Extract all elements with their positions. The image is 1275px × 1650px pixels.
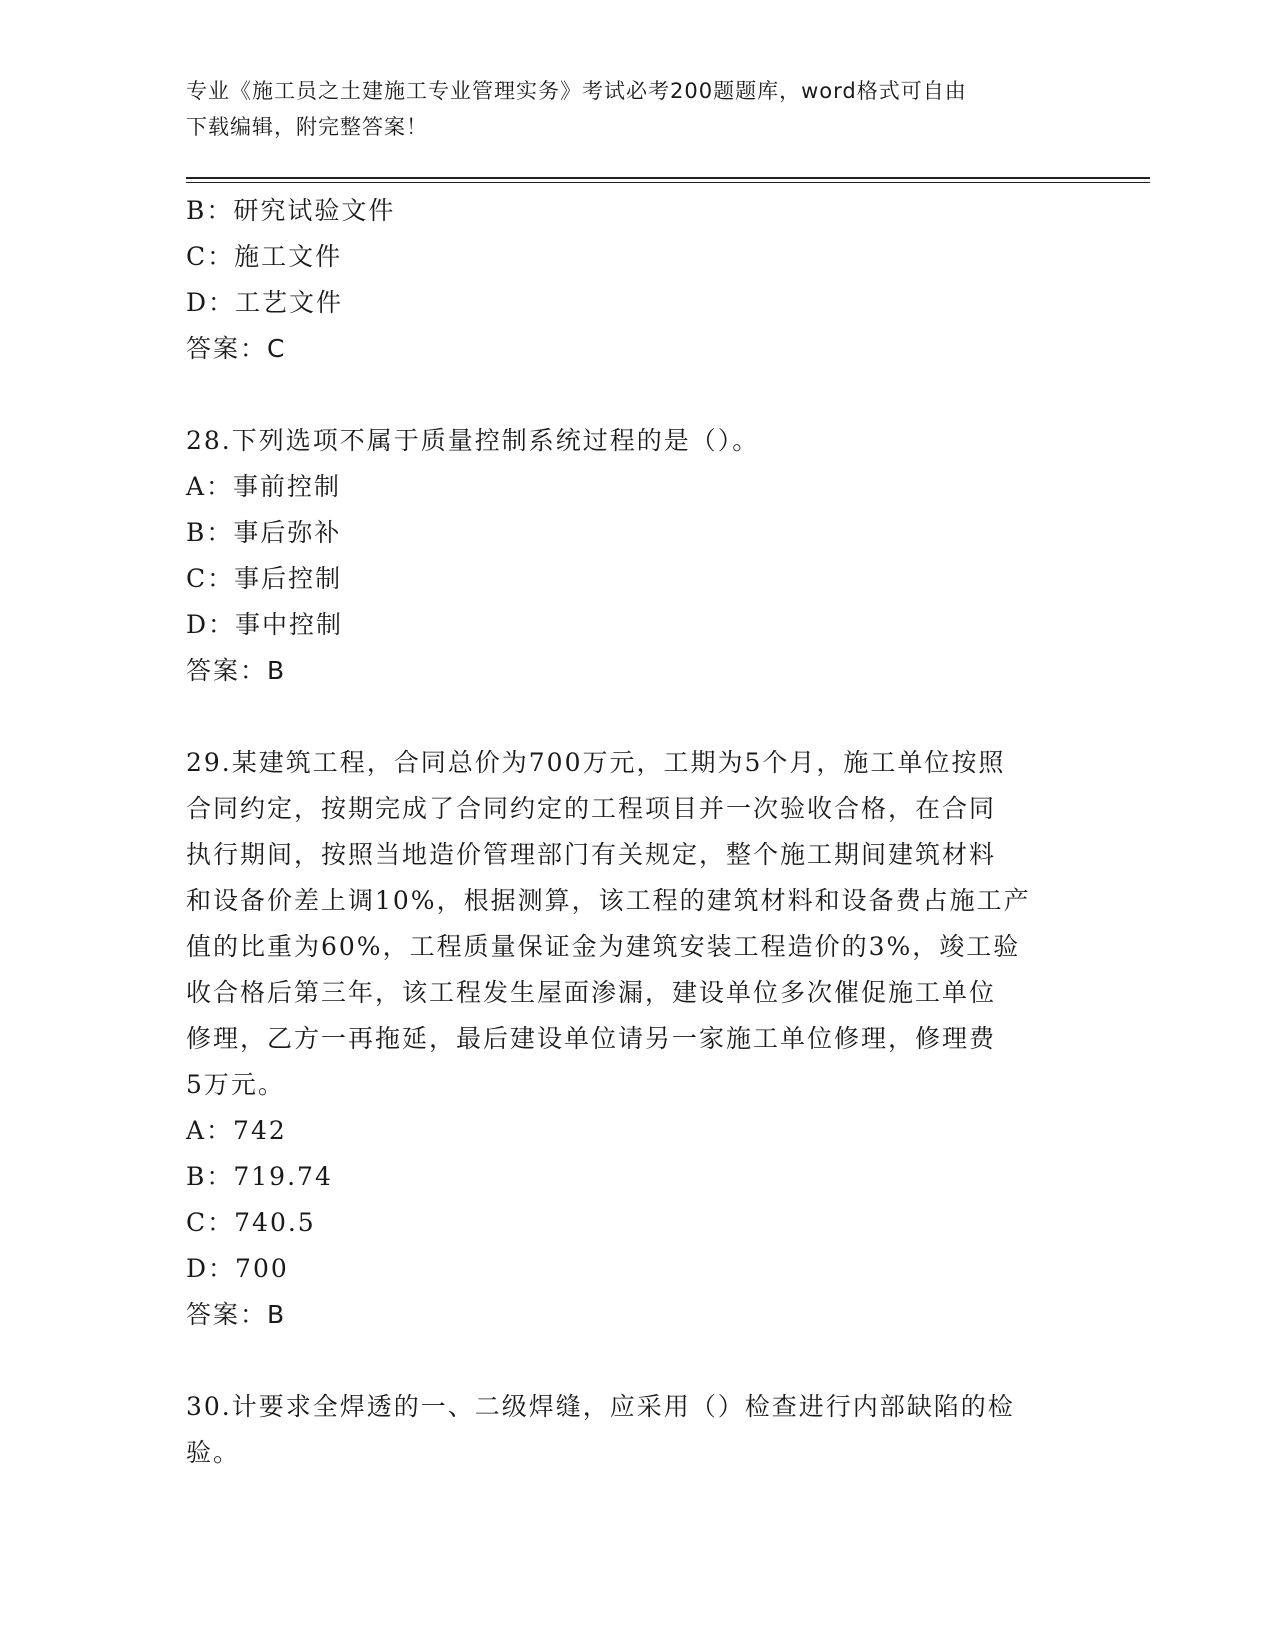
header-line-2: 下载编辑，附完整答案！ — [186, 115, 428, 139]
spacer — [186, 1338, 1086, 1384]
option-d: D：工艺文件 — [186, 288, 344, 317]
question-29-stem-line: 收合格后第三年，该工程发生屋面渗漏，建设单位多次催促施工单位 — [186, 978, 997, 1007]
question-27-options — [186, 188, 1086, 326]
option-b: B：事后弥补 — [186, 518, 342, 547]
question-28-answer: 答案：B — [186, 656, 287, 685]
question-28 — [186, 418, 1086, 694]
option-a: A：742 — [186, 1116, 287, 1145]
question-30-stem-line: 验。 — [186, 1438, 241, 1467]
question-28-stem: 28.下列选项不属于质量控制系统过程的是（）。 — [186, 426, 760, 455]
question-29-stem-line: 值的比重为60%，工程质量保证金为建筑安装工程造价的3%，竣工验 — [186, 932, 1021, 961]
header-rule-thick — [186, 177, 1150, 179]
spacer — [186, 372, 1086, 418]
question-content — [186, 188, 1086, 1476]
header-line-1: 专业《施工员之土建施工专业管理实务》考试必考200题题库，word格式可自由 — [186, 79, 967, 103]
question-29-stem-line: 5万元。 — [186, 1070, 285, 1099]
question-29-stem-line: 合同约定，按期完成了合同约定的工程项目并一次验收合格，在合同 — [186, 794, 997, 823]
option-d: D：事中控制 — [186, 610, 344, 639]
question-30 — [186, 1384, 1086, 1476]
option-c: C：事后控制 — [186, 564, 343, 593]
header-rule-thin — [186, 182, 1150, 183]
option-b: B：研究试验文件 — [186, 196, 396, 225]
question-29-answer: 答案：B — [186, 1300, 287, 1329]
question-29-stem-line: 执行期间，按照当地造价管理部门有关规定，整个施工期间建筑材料 — [186, 840, 997, 869]
question-29-stem-line: 29.某建筑工程，合同总价为700万元，工期为5个月，施工单位按照 — [186, 748, 1006, 777]
question-29-stem-line: 修理，乙方一再拖延，最后建设单位请另一家施工单位修理，修理费 — [186, 1024, 997, 1053]
option-c: C：740.5 — [186, 1208, 316, 1237]
option-d: D：700 — [186, 1254, 289, 1283]
option-b: B：719.74 — [186, 1162, 333, 1191]
option-c: C：施工文件 — [186, 242, 343, 271]
question-29 — [186, 740, 1086, 1338]
spacer — [186, 694, 1086, 740]
question-29-stem-line: 和设备价差上调10%，根据测算，该工程的建筑材料和设备费占施工产 — [186, 886, 1031, 915]
question-30-stem-line: 30.计要求全焊透的一、二级焊缝，应采用（）检查进行内部缺陷的检 — [186, 1392, 1015, 1421]
document-header — [186, 73, 1086, 145]
option-a: A：事前控制 — [186, 472, 342, 501]
question-27-answer: 答案：C — [186, 334, 287, 363]
